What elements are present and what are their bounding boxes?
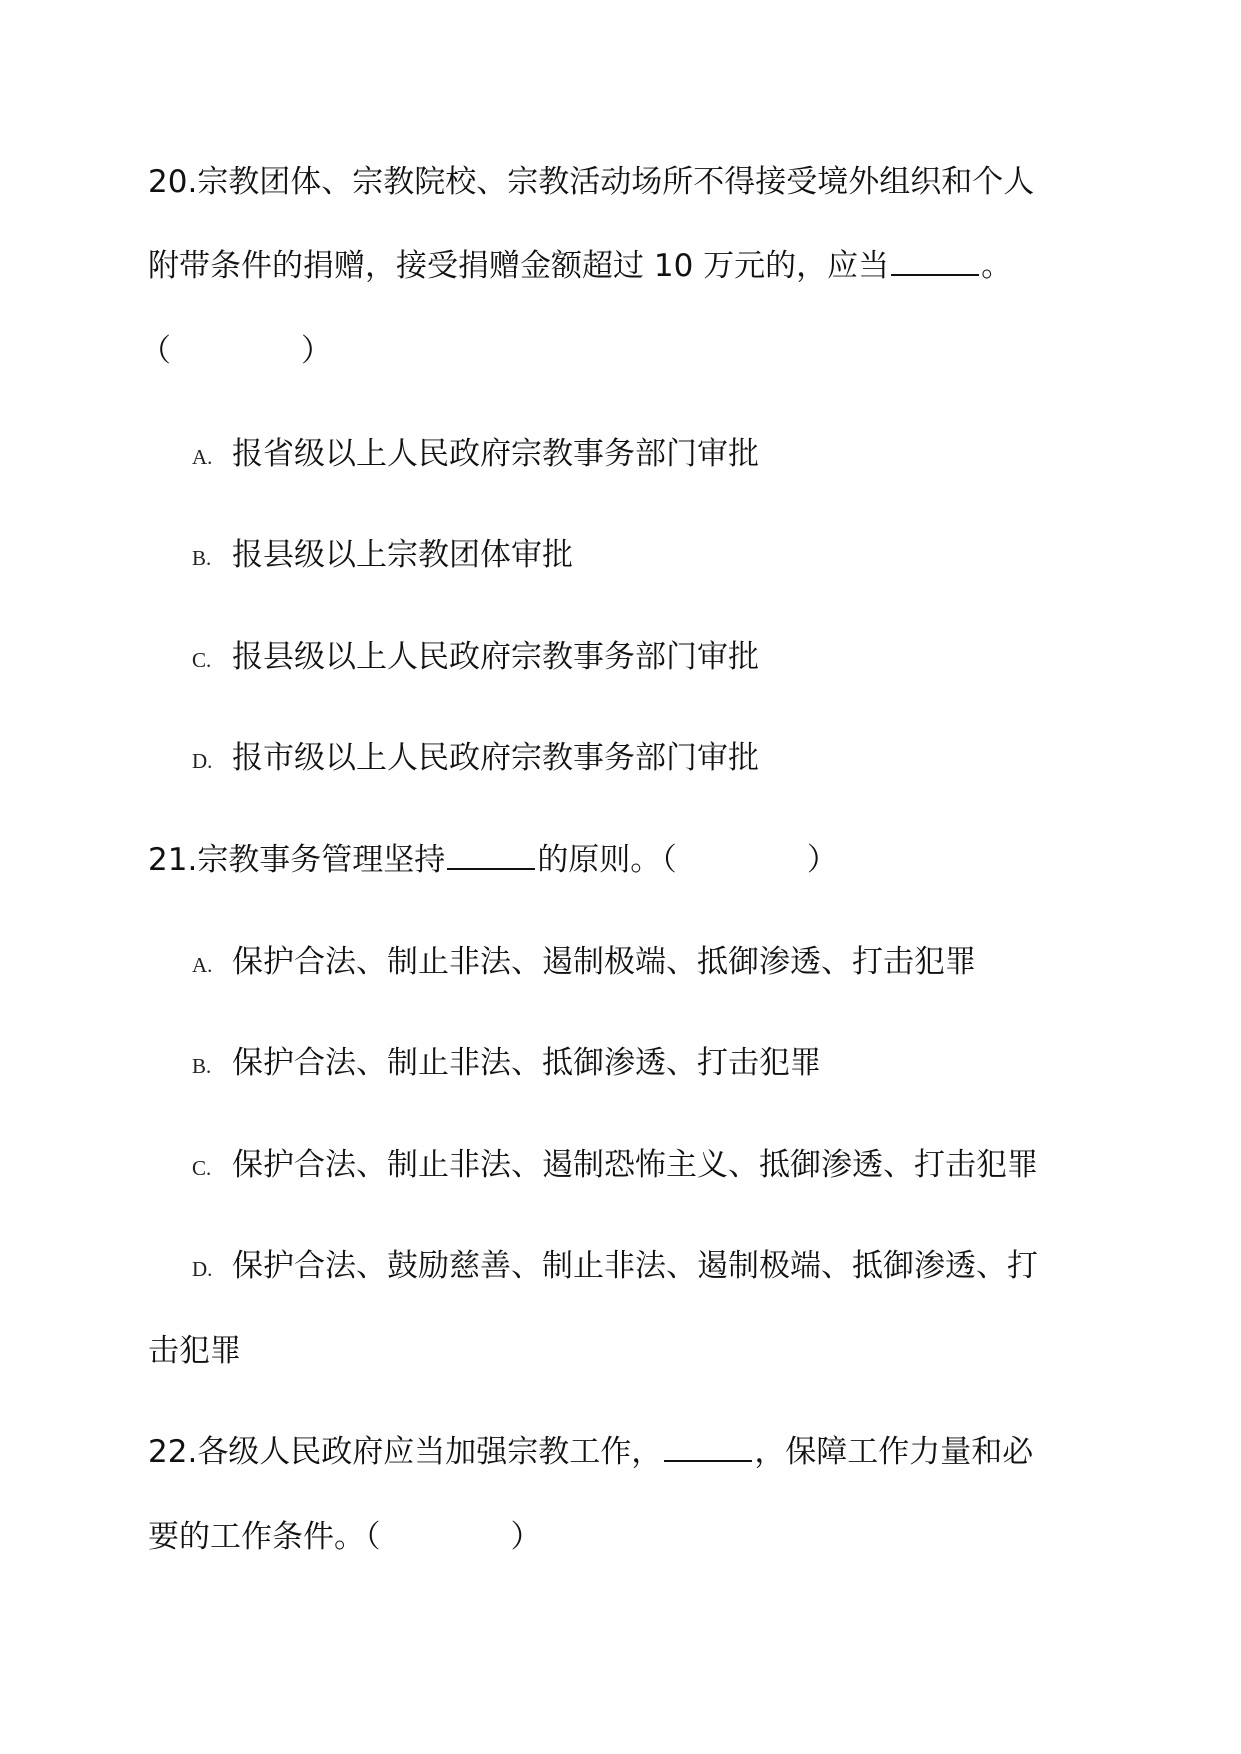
q20-stem-text2: 附带条件的捐赠，接受捐赠金额超过 10 万元的，应当 <box>148 248 890 284</box>
q21-option-d <box>192 1246 1038 1289</box>
q20-stem-line1 <box>148 162 1034 202</box>
q21-option-a <box>192 942 976 985</box>
q21-number: 21. <box>148 842 198 878</box>
option-text: 报省级以上人民政府宗教事务部门审批 <box>232 436 759 472</box>
option-letter: B. <box>192 546 212 570</box>
q22-paren-close: ） <box>510 1519 542 1555</box>
q22-stem-text2: ，保障工作力量和必 <box>754 1434 1034 1470</box>
option-text: 报市级以上人民政府宗教事务部门审批 <box>232 740 759 776</box>
option-letter: D. <box>192 1257 213 1281</box>
option-text: 报县级以上人民政府宗教事务部门审批 <box>232 639 759 675</box>
q20-paren-open: （ <box>140 333 171 369</box>
option-text: 保护合法、制止非法、抵御渗透、打击犯罪 <box>232 1045 821 1081</box>
q20-stem-line2 <box>148 246 1012 286</box>
q21-option-d-continued <box>148 1331 241 1371</box>
q22-stem-line1 <box>148 1432 1033 1472</box>
q20-answer-blank[interactable] <box>891 246 979 276</box>
q22-stem-line2 <box>148 1517 542 1557</box>
q20-option-b <box>192 535 573 578</box>
q21-stem-text2: 的原则。（ <box>537 842 677 878</box>
q20-stem-text1: 宗教团体、宗教院校、宗教活动场所不得接受境外组织和个人 <box>197 164 1035 200</box>
option-letter: A. <box>192 953 213 977</box>
option-letter: C. <box>192 1156 212 1180</box>
q20-option-c <box>192 637 759 680</box>
q21-stem-line1 <box>148 840 838 880</box>
option-letter: B. <box>192 1054 212 1078</box>
q21-paren-close: ） <box>806 842 838 878</box>
q20-paren-close: ） <box>301 333 332 369</box>
q22-answer-blank[interactable] <box>664 1432 752 1462</box>
q20-stem-end: 。 <box>981 248 1013 284</box>
option-text: 保护合法、制止非法、遏制极端、抵御渗透、打击犯罪 <box>232 944 976 980</box>
option-text: 保护合法、制止非法、遏制恐怖主义、抵御渗透、打击犯罪 <box>232 1147 1038 1183</box>
option-letter: C. <box>192 648 212 672</box>
q22-number: 22. <box>148 1434 198 1470</box>
q20-number: 20. <box>148 164 198 200</box>
q20-answer-paren <box>140 331 332 371</box>
q22-stem-text1: 各级人民政府应当加强宗教工作， <box>197 1434 663 1470</box>
q20-option-a <box>192 434 759 477</box>
q21-stem-text1: 宗教事务管理坚持 <box>197 842 446 878</box>
option-text-continued: 击犯罪 <box>148 1333 241 1369</box>
q21-option-b <box>192 1043 821 1086</box>
q21-answer-blank[interactable] <box>447 840 535 870</box>
q21-option-c <box>192 1145 1038 1188</box>
option-letter: A. <box>192 445 213 469</box>
option-text: 报县级以上宗教团体审批 <box>232 537 573 573</box>
option-letter: D. <box>192 749 213 773</box>
option-text: 保护合法、鼓励慈善、制止非法、遏制极端、抵御渗透、打 <box>232 1248 1038 1284</box>
q20-option-d <box>192 738 759 781</box>
q22-stem-text3: 要的工作条件。（ <box>148 1519 381 1555</box>
